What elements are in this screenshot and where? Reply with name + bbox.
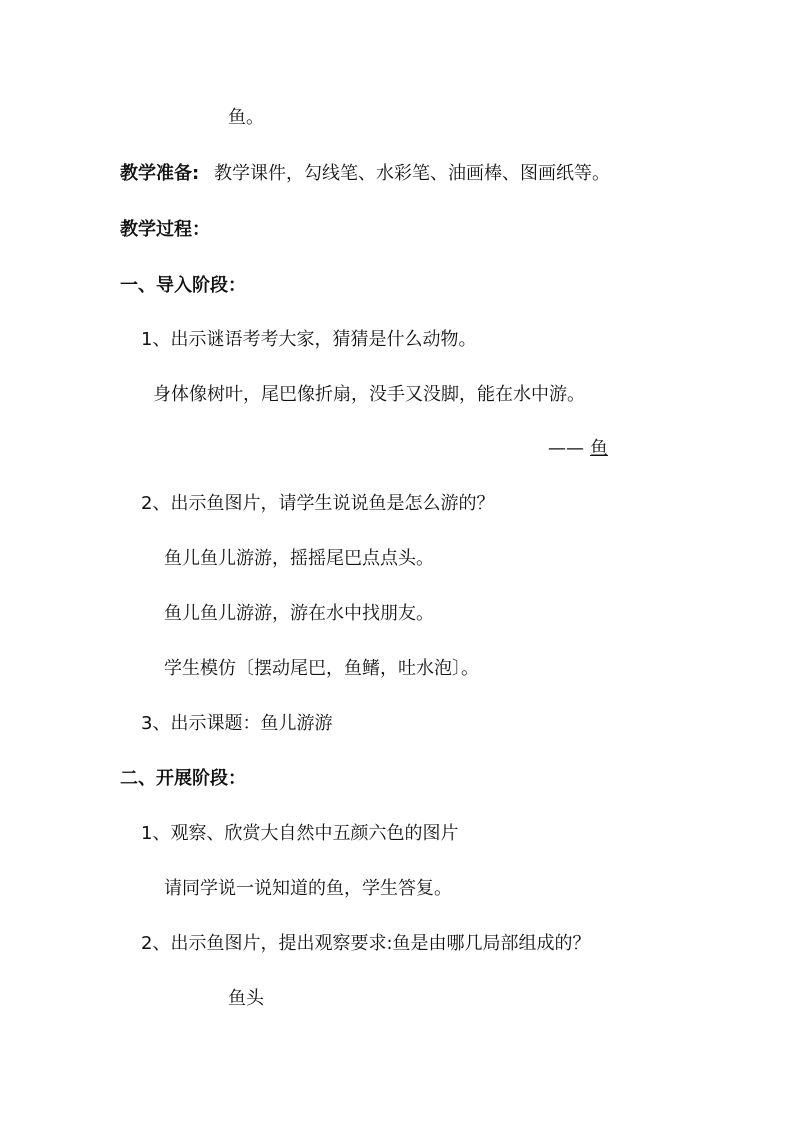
heading-teaching-preparation: 教学准备: — [120, 163, 200, 184]
section-two-item-two: 2、出示鱼图片，提出观察要求:鱼是由哪几局部组成的？ — [141, 933, 591, 954]
student-imitation-line: 学生模仿〔摆动尾巴，鱼鳍，吐水泡〕。 — [164, 658, 479, 679]
list-item-two: 2、出示鱼图片，请学生说说鱼是怎么游的？ — [141, 493, 495, 514]
riddle-dash: —— — [548, 438, 584, 459]
chant-line-two: 鱼儿鱼儿游游，游在水中找朋友。 — [164, 603, 434, 624]
chant-line-one: 鱼儿鱼儿游游，摇摇尾巴点点头。 — [164, 548, 434, 569]
text-line-fish-end: 鱼。 — [228, 107, 264, 128]
heading-section-one: 一、导入阶段： — [120, 275, 246, 296]
riddle-text: 身体像树叶，尾巴像折扇，没手又没脚，能在水中游。 — [153, 384, 585, 405]
heading-teaching-process: 教学过程： — [120, 219, 210, 240]
teaching-preparation-content: 教学课件，勾线笔、水彩笔、油画棒、图画纸等。 — [214, 163, 610, 184]
fish-part-head: 鱼头 — [228, 988, 264, 1009]
heading-section-two: 二、开展阶段： — [120, 768, 246, 789]
list-item-one: 1、出示谜语考考大家，猜猜是什么动物。 — [141, 329, 477, 350]
section-two-item-one: 1、观察、欣赏大自然中五颜六色的图片 — [141, 823, 459, 844]
section-two-item-one-detail: 请同学说一说知道的鱼，学生答复。 — [164, 878, 452, 899]
list-item-three: 3、出示课题：鱼儿游游 — [141, 713, 333, 734]
riddle-answer: 鱼 — [590, 438, 608, 459]
